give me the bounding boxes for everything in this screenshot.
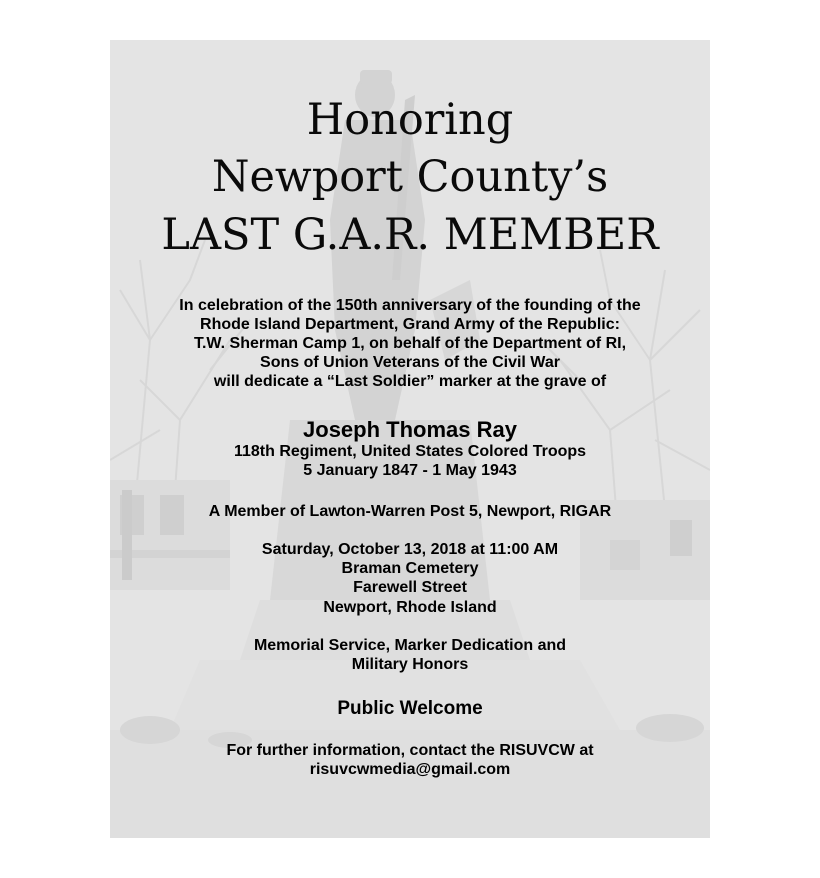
intro-line: will dedicate a “Last Soldier” marker at the grave of: [213, 373, 607, 390]
intro-line: Rhode Island Department, Grand Army of the Republic:: [200, 316, 620, 333]
honoree-dates: 5 January 1847 - 1 May 1943: [303, 462, 517, 479]
title-line-3: LAST G.A.R. MEMBER: [161, 210, 659, 260]
event-flyer: [110, 40, 710, 838]
contact-email: risuvcwmedia@gmail.com: [309, 761, 511, 778]
public-welcome: Public Welcome: [337, 698, 483, 719]
event-city: Newport, Rhode Island: [323, 599, 497, 616]
honoree-name: Joseph Thomas Ray: [303, 417, 517, 442]
post-membership: A Member of Lawton-Warren Post 5, Newport, RIGAR: [208, 503, 612, 520]
program-line: Memorial Service, Marker Dedication and: [253, 637, 567, 654]
title-line-1: Honoring: [306, 95, 514, 145]
intro-line: In celebration of the 150th anniversary of the founding of the: [179, 297, 641, 314]
honoree-regiment: 118th Regiment, United States Colored Troops: [233, 443, 587, 460]
title-line-2: Newport County’s: [211, 152, 609, 202]
program-line: Military Honors: [351, 656, 469, 673]
event-datetime: Saturday, October 13, 2018 at 11:00 AM: [261, 541, 559, 558]
intro-line: Sons of Union Veterans of the Civil War: [260, 354, 560, 371]
event-street: Farewell Street: [353, 579, 467, 596]
event-place: Braman Cemetery: [341, 560, 479, 577]
contact-line: For further information, contact the RISUVCW at: [226, 742, 594, 759]
intro-line: T.W. Sherman Camp 1, on behalf of the Department of RI,: [193, 335, 627, 352]
